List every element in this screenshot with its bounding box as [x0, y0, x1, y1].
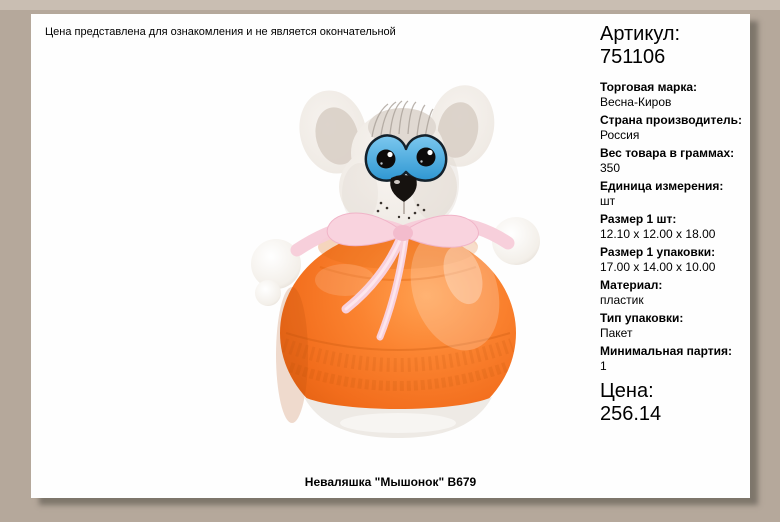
field-package-type	[600, 311, 750, 341]
background-top-strip	[0, 0, 780, 10]
product-caption: Неваляшка "Мышонок" В679	[304, 475, 477, 489]
price-label: Цена:	[600, 380, 654, 402]
field-country	[600, 113, 750, 143]
price-value: 256.14	[600, 403, 662, 425]
price-block	[600, 380, 750, 426]
roly-poly-mouse-image	[250, 75, 570, 445]
field-material	[600, 278, 750, 308]
field-value: 17.00 x 14.00 x 10.00	[600, 260, 716, 274]
field-value: 12.10 x 12.00 x 18.00	[600, 227, 716, 241]
field-package-size	[600, 245, 750, 275]
field-min-batch	[600, 344, 750, 374]
field-value: Весна-Киров	[600, 95, 672, 109]
article-block	[600, 23, 750, 69]
field-label: Размер 1 упаковки:	[600, 245, 716, 259]
field-label: Единица измерения:	[600, 179, 724, 193]
field-label: Торговая марка:	[600, 80, 698, 94]
field-item-size	[600, 212, 750, 242]
field-label: Вес товара в граммах:	[600, 146, 735, 160]
field-unit	[600, 179, 750, 209]
field-label: Минимальная партия:	[600, 344, 732, 358]
field-label: Страна производитель:	[600, 113, 742, 127]
field-value: Россия	[600, 128, 640, 142]
field-value: пластик	[600, 293, 644, 307]
field-value: шт	[600, 194, 616, 208]
article-label: Артикул:	[600, 23, 681, 45]
article-value: 751106	[600, 46, 666, 68]
field-value: 350	[600, 161, 621, 175]
field-value: Пакет	[600, 326, 633, 340]
field-label: Тип упаковки:	[600, 311, 684, 325]
price-disclaimer-text: Цена представлена для ознакомления и не является окончательной	[45, 26, 396, 38]
field-label: Материал:	[600, 278, 663, 292]
product-photo	[250, 75, 570, 445]
product-card	[31, 14, 750, 498]
field-weight	[600, 146, 750, 176]
product-details	[600, 23, 750, 426]
field-value: 1	[600, 359, 607, 373]
field-label: Размер 1 шт:	[600, 212, 677, 226]
field-brand	[600, 80, 750, 110]
